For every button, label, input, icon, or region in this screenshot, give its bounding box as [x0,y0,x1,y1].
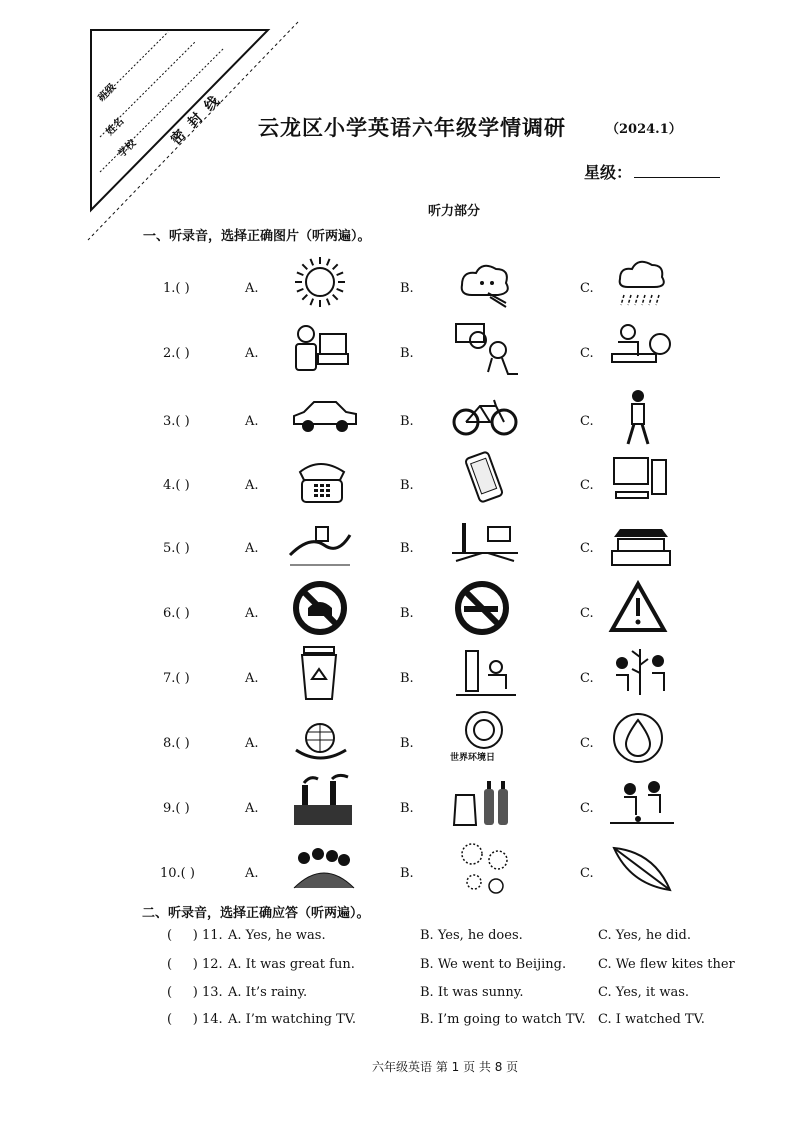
question-number-bracket[interactable]: ( ) 13. [167,985,223,1000]
litter-picking-icon[interactable] [608,775,674,835]
response-question-row [0,1012,794,1036]
question-number-bracket[interactable]: 4.( ) [163,478,190,493]
option-c-text: C. We flew kites ther [598,957,735,972]
option-a-label: A. [245,478,259,493]
question-number-bracket[interactable]: ( ) 12. [167,957,223,972]
option-a-label: A. [245,736,259,751]
recycle-bin-icon[interactable] [290,645,356,705]
student-computer-icon[interactable] [290,320,356,380]
option-c-label: C. [580,736,594,751]
option-a-label: A. [245,346,259,361]
option-c-label: C. [580,801,594,816]
option-a-label: A. [245,414,259,429]
option-a-label: A. [245,281,259,296]
option-b-label: B. [400,801,414,816]
option-a-label: A. [245,606,259,621]
water-drop-emblem-icon[interactable] [608,710,674,770]
bicycle-icon[interactable] [452,388,518,448]
option-c-label: C. [580,541,594,556]
question-row [0,645,794,709]
option-c-text: C. Yes, he did. [598,928,691,943]
question-row [0,840,794,904]
option-b-label: B. [400,414,414,429]
option-a-text: A. I’m watching TV. [228,1012,357,1027]
question-row [0,320,794,384]
fireworks-icon[interactable] [452,840,518,900]
stars-label: 星级： [584,163,633,182]
question-number-bracket[interactable]: 9.( ) [163,801,190,816]
walking-boy-icon[interactable] [608,388,674,448]
option-b-text: B. Yes, he does. [420,928,523,943]
response-question-row [0,928,794,952]
cutting-tree-icon[interactable] [452,645,518,705]
no-touch-sign-icon[interactable] [290,580,356,640]
page-title: 云龙区小学英语六年级学情调研 [258,116,566,140]
desktop-computer-icon[interactable] [608,452,674,512]
stars-blank[interactable] [634,177,720,178]
question-row [0,710,794,774]
option-a-label: A. [245,801,259,816]
option-c-label: C. [580,478,594,493]
response-question-row [0,985,794,1009]
great-wall-icon[interactable] [290,515,356,575]
question-number-bracket[interactable]: 5.( ) [163,541,190,556]
question-number-bracket[interactable]: 6.( ) [163,606,190,621]
question-number-bracket[interactable]: 10.( ) [160,866,195,881]
option-c-label: C. [580,414,594,429]
windy-cloud-icon[interactable] [452,255,518,315]
question-row [0,580,794,644]
option-c-label: C. [580,281,594,296]
name-label: 姓名 [104,115,127,138]
crowd-icon[interactable] [290,840,356,900]
earth-in-hands-icon[interactable] [290,710,356,770]
leaf-icon[interactable] [608,840,674,900]
option-c-text: C. I watched TV. [598,1012,705,1027]
option-b-label: B. [400,866,414,881]
question-row [0,515,794,579]
bag-and-bottles-icon[interactable] [452,775,518,835]
warning-sign-icon[interactable] [608,580,674,640]
option-c-label: C. [580,606,594,621]
option-b-label: B. [400,606,414,621]
option-b-label: B. [400,346,414,361]
option-b-label: B. [400,541,414,556]
emblem-caption: 世界环境日 [450,753,496,763]
question-row [0,255,794,319]
question-row [0,775,794,839]
basketball-icon[interactable] [452,320,518,380]
car-icon[interactable] [290,388,356,448]
option-c-label: C. [580,346,594,361]
question-row [0,388,794,452]
question-number-bracket[interactable]: 1.( ) [163,281,190,296]
question-number-bracket[interactable]: ( ) 11. [167,928,223,943]
part1-heading: 一、听录音，选择正确图片（听两遍）。 [143,229,371,244]
seal-line-label: 密 封 线 [168,93,223,149]
school-label: 学校 [116,137,139,160]
question-number-bracket[interactable]: 2.( ) [163,346,190,361]
sun-icon[interactable] [290,255,356,315]
option-c-label: C. [580,866,594,881]
telephone-icon[interactable] [290,452,356,512]
option-a-label: A. [245,866,259,881]
exam-date: （2024.1） [606,122,682,137]
option-c-text: C. Yes, it was. [598,985,690,1000]
question-row [0,452,794,516]
student-desk-icon[interactable] [608,320,674,380]
response-question-row [0,957,794,981]
square-monument-icon[interactable] [452,515,518,575]
question-number-bracket[interactable]: 7.( ) [163,671,190,686]
option-b-label: B. [400,281,414,296]
question-number-bracket[interactable]: 8.( ) [163,736,190,751]
section-title: 听力部分 [428,204,481,219]
option-c-label: C. [580,671,594,686]
question-number-bracket[interactable]: 3.( ) [163,414,190,429]
factory-pollution-icon[interactable] [290,775,356,835]
mobile-phone-icon[interactable] [452,452,518,512]
tiananmen-icon[interactable] [608,515,674,575]
option-b-label: B. [400,478,414,493]
option-b-text: B. It was sunny. [420,985,524,1000]
option-a-text: A. It was great fun. [228,957,355,972]
part2-heading: 二、听录音，选择正确应答（听两遍）。 [142,906,370,921]
class-label: 班级 [96,81,119,104]
option-a-label: A. [245,671,259,686]
option-a-text: A. Yes, he was. [228,928,326,943]
option-b-text: B. We went to Beijing. [420,957,567,972]
option-a-label: A. [245,541,259,556]
option-b-text: B. I’m going to watch TV. [420,1012,586,1027]
option-b-label: B. [400,736,414,751]
planting-tree-icon[interactable] [608,645,674,705]
option-a-text: A. It’s rainy. [228,985,308,1000]
page-footer: 六年级英语 第 1 页 共 8 页 [372,1060,519,1074]
rain-cloud-icon[interactable] [608,255,674,315]
option-b-label: B. [400,671,414,686]
no-smoking-sign-icon[interactable] [452,580,518,640]
question-number-bracket[interactable]: ( ) 14. [167,1012,223,1027]
